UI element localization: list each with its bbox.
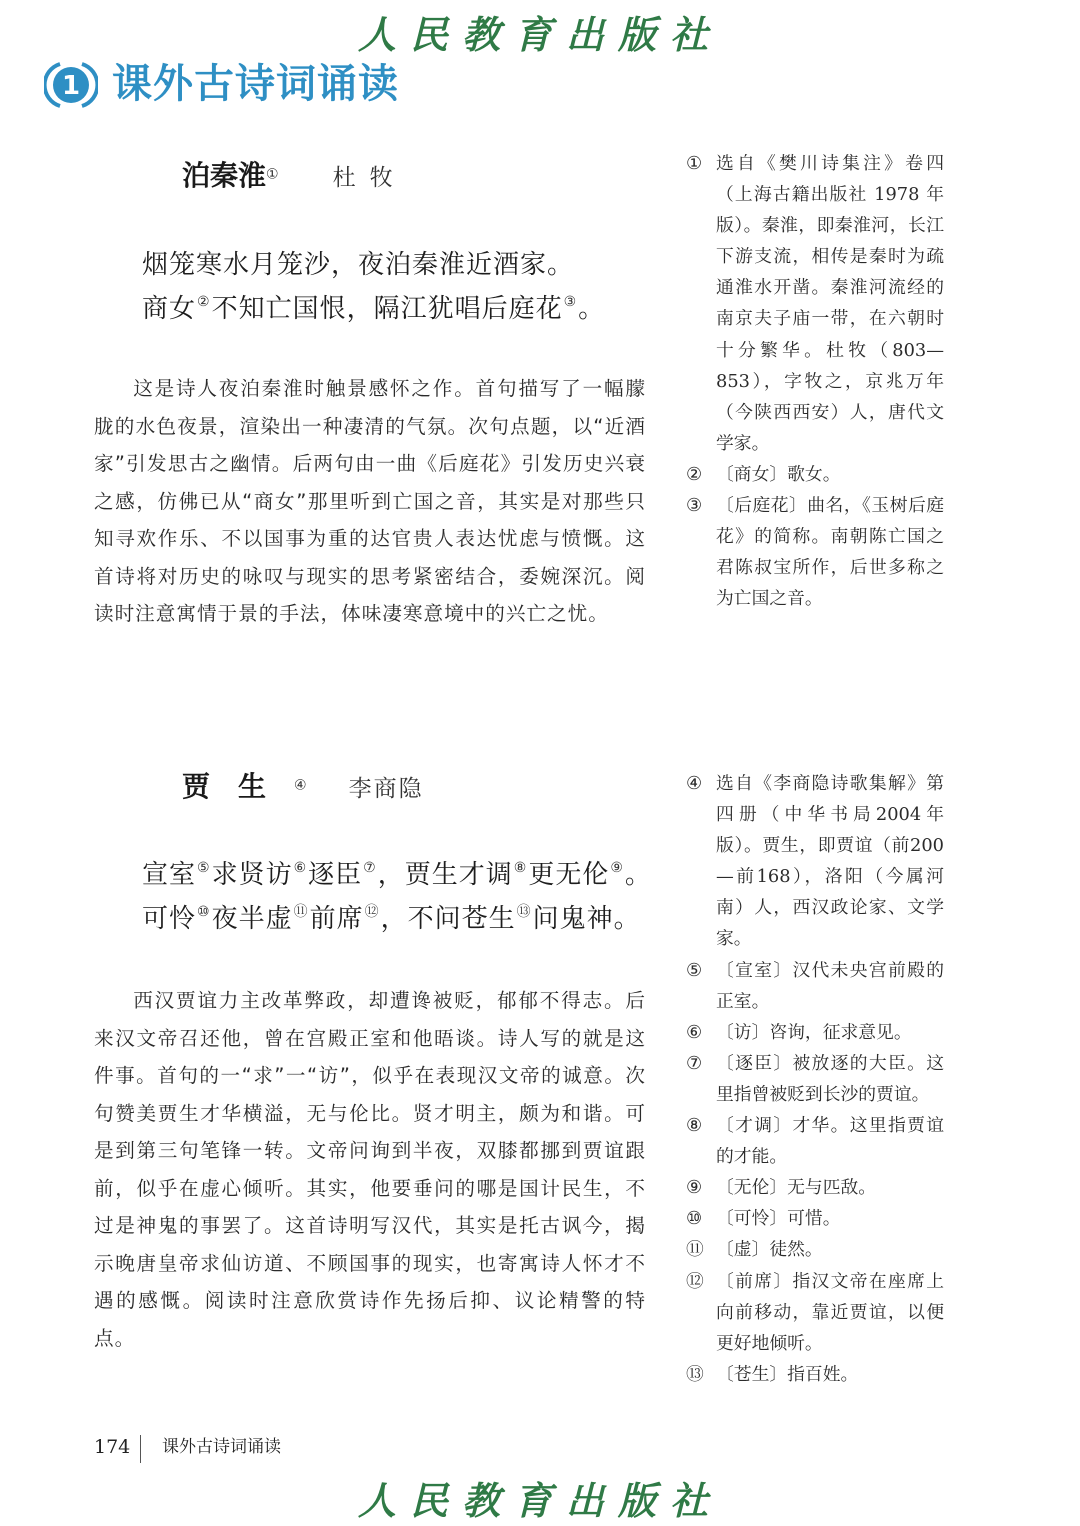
footnote-text: 〔无伦〕无与匹敌。 bbox=[716, 1177, 877, 1199]
footnote-text: 〔访〕咨询，征求意见。 bbox=[716, 1021, 912, 1043]
verse-line bbox=[142, 854, 652, 891]
verse-text: ，不问苍生 bbox=[380, 904, 516, 934]
verse-text: ，贾生才调 bbox=[377, 860, 513, 890]
footnotes-1 bbox=[686, 148, 944, 614]
note-ref: ⑩ bbox=[197, 904, 211, 920]
footnote-number: ⑫ bbox=[686, 1270, 704, 1292]
note-ref: ① bbox=[266, 166, 279, 183]
poem-author: 杜牧 bbox=[332, 165, 407, 191]
commentary-2: 西汉贾谊力主改革弊政，却遭谗被贬，郁郁不得志。后来汉文帝召还他，曾在宫殿正室和他晤谈。诗人写的就是这件事。首句的一“求”一“访”，似乎在表现汉文帝的诚意。次句赞美贾生才华横溢，无与伦比。贤才明主，颇为和谐。可是到第三句笔锋一转。文帝问询到半夜，双膝都挪到贾谊跟前，似乎在虚心倾听。其实，他要垂问的哪是国计民生，不过是神鬼的事罢了。这首诗明写汉代，其实是托古讽今，揭示晚唐皇帝求仙访道、不顾国事的现实，也寄寓诗人怀才不遇的感慨。阅读时注意欣赏诗作先扬后抑、议论精警的特点。 bbox=[94, 989, 646, 1350]
footnote-number: ⑨ bbox=[686, 1177, 702, 1199]
footer-divider bbox=[140, 1435, 141, 1463]
footnote-number: ⑤ bbox=[686, 959, 702, 981]
footnote-number: ⑪ bbox=[686, 1239, 704, 1261]
footnote bbox=[686, 1172, 944, 1203]
running-title: 课外古诗词诵读 bbox=[162, 1437, 281, 1457]
page-number: 174 bbox=[94, 1436, 131, 1458]
verse-line bbox=[142, 244, 574, 281]
note-ref: ⑤ bbox=[197, 860, 211, 876]
note-ref: ⑪ bbox=[293, 904, 309, 920]
verse-text: 宣室 bbox=[142, 860, 197, 890]
section-title: 课外古诗词诵读 bbox=[112, 61, 399, 107]
footnote-number: ② bbox=[686, 463, 702, 485]
verse-text: 更无伦 bbox=[528, 860, 610, 890]
footnote-number: ① bbox=[686, 153, 702, 174]
note-ref: ④ bbox=[294, 777, 307, 794]
verse-text: 。 bbox=[578, 294, 606, 324]
footnote bbox=[686, 490, 944, 614]
verse-text: 前席 bbox=[309, 904, 364, 934]
footnote-text: 〔前席〕指汉文帝在座席上向前移动，靠近贾谊，以便更好地倾听。 bbox=[716, 1270, 944, 1354]
note-ref: ⑫ bbox=[364, 904, 380, 920]
section-number-icon bbox=[44, 60, 98, 110]
footnote-number: ③ bbox=[686, 495, 702, 517]
verse-text: 夜半虚 bbox=[211, 904, 293, 934]
footnote bbox=[686, 1234, 944, 1265]
verse-text: 可怜 bbox=[142, 904, 197, 934]
poem-title-text: 泊秦淮 bbox=[182, 159, 267, 192]
footnote bbox=[686, 955, 944, 1017]
footnote bbox=[686, 1048, 944, 1110]
footnote-text: 〔后庭花〕曲名，《玉树后庭花》的简称。南朝陈亡国之君陈叔宝所作，后世多称之为亡国之音。 bbox=[716, 495, 944, 610]
poem-title-text: 贾生 bbox=[182, 770, 295, 803]
footnote-text: 〔虚〕徒然。 bbox=[716, 1239, 823, 1261]
poem-title-1 bbox=[182, 154, 407, 194]
footnote-text: 选自《李商隐诗歌集解》第四册（中华书局2004年版）。贾生，即贾谊（前200—前168），洛阳（今属河南）人，西汉政论家、文学家。 bbox=[716, 773, 944, 950]
footnote-text: 〔逐臣〕被放逐的大臣。这里指曾被贬到长沙的贾谊。 bbox=[716, 1052, 944, 1105]
footnote-number: ⑦ bbox=[686, 1052, 702, 1074]
footnote bbox=[686, 1203, 944, 1234]
footnote-text: 〔商女〕歌女。 bbox=[716, 463, 841, 485]
footnote-number: ⑧ bbox=[686, 1115, 702, 1137]
note-ref: ⑦ bbox=[363, 860, 377, 876]
verse-text: 问鬼神。 bbox=[532, 904, 641, 934]
footnote bbox=[686, 1110, 944, 1172]
footnote-number: ⑩ bbox=[686, 1208, 702, 1230]
footnote-number: ⑬ bbox=[686, 1363, 704, 1385]
verse-text: 烟笼寒水月笼沙，夜泊秦淮近酒家。 bbox=[142, 250, 575, 280]
verse-text: 。 bbox=[624, 860, 652, 890]
note-ref: ③ bbox=[563, 294, 578, 310]
footnote-text: 〔宣室〕汉代未央宫前殿的正室。 bbox=[716, 959, 944, 1012]
poem-title-2 bbox=[182, 765, 424, 805]
footnote-number: ④ bbox=[686, 773, 702, 794]
footnote bbox=[686, 768, 944, 955]
footnote-text: 选自《樊川诗集注》卷四（上海古籍出版社 1978 年版）。秦淮，即秦淮河，长江下游支流，相传是秦时为疏通淮水开凿。秦淮河流经的南京夫子庙一带，在六朝时十分繁华。杜牧（803—853），字牧之，京兆万年（今陕西西安）人，唐代文学家。 bbox=[716, 153, 944, 454]
verse-line bbox=[142, 288, 605, 325]
verse-line bbox=[142, 898, 641, 935]
footnote-text: 〔才调〕才华。这里指贾谊的才能。 bbox=[716, 1115, 944, 1168]
footnote-text: 〔可怜〕可惜。 bbox=[716, 1208, 841, 1230]
footnote bbox=[686, 459, 944, 490]
verse-text: 逐臣 bbox=[308, 860, 363, 890]
section-number: 1 bbox=[61, 71, 81, 101]
footnote bbox=[686, 1266, 944, 1359]
verse-text: 不知亡国恨，隔江犹唱后庭花 bbox=[211, 294, 563, 324]
footnote bbox=[686, 1359, 944, 1390]
note-ref: ② bbox=[197, 294, 211, 310]
poem-author: 李商隐 bbox=[348, 776, 424, 802]
footnote-text: 〔苍生〕指百姓。 bbox=[716, 1363, 859, 1385]
footnote bbox=[686, 148, 944, 459]
footnotes-2 bbox=[686, 768, 944, 1390]
publisher-watermark-bottom: 人民教育出版社 bbox=[357, 1478, 722, 1523]
note-ref: ⑧ bbox=[513, 860, 528, 876]
verse-text: 求贤访 bbox=[211, 860, 293, 890]
note-ref: ⑥ bbox=[293, 860, 308, 876]
verse-text: 商女 bbox=[142, 294, 197, 324]
publisher-watermark-top: 人民教育出版社 bbox=[357, 12, 722, 57]
footnote-number: ⑥ bbox=[686, 1021, 702, 1043]
note-ref: ⑨ bbox=[610, 860, 624, 876]
footnote bbox=[686, 1017, 944, 1048]
commentary-1: 这是诗人夜泊秦淮时触景感怀之作。首句描写了一幅朦胧的水色夜景，渲染出一种凄清的气氛。次句点题，以“近酒家”引发思古之幽情。后两句由一曲《后庭花》引发历史兴衰之感，仿佛已从“商女”那里听到亡国之音，其实是对那些只知寻欢作乐、不以国事为重的达官贵人表达忧虑与愤慨。这首诗将对历史的咏叹与现实的思考紧密结合，委婉深沉。阅读时注意寓情于景的手法，体味凄寒意境中的兴亡之忧。 bbox=[94, 377, 646, 625]
note-ref: ⑬ bbox=[516, 904, 532, 920]
